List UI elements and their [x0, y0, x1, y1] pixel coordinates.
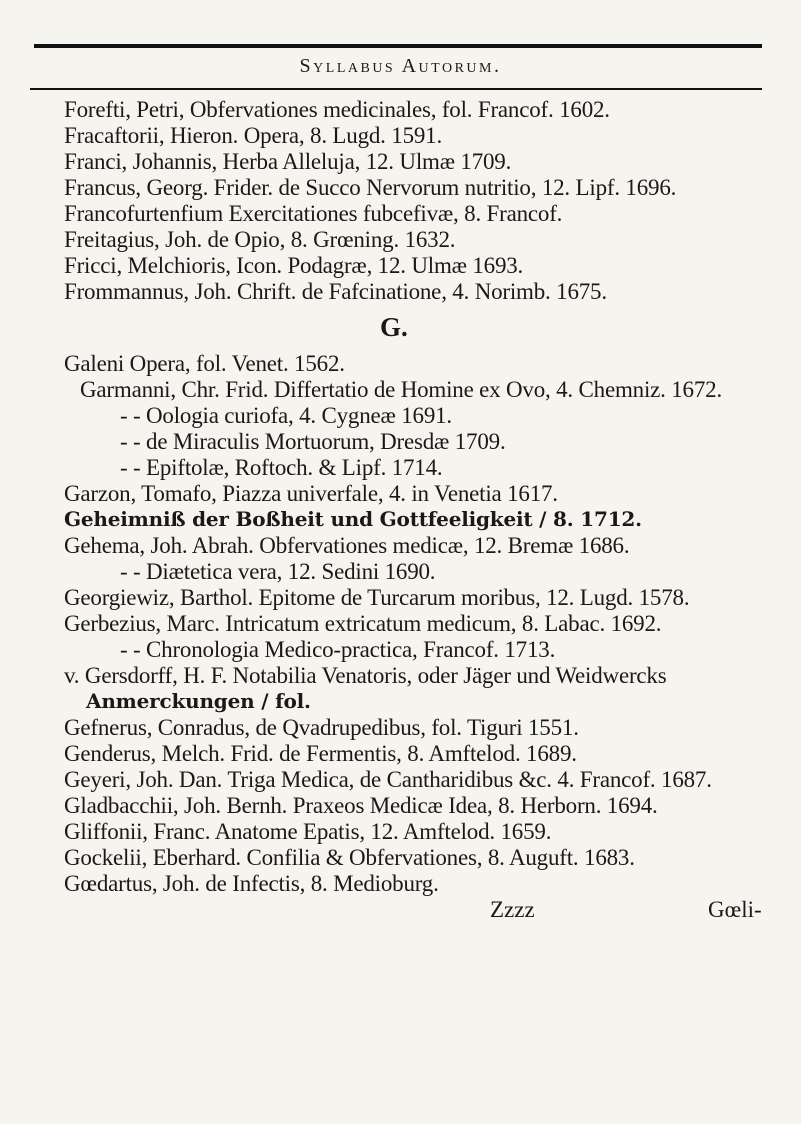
entry-line: - - Epiftolæ, Roftoch. & Lipf. 1714. [120, 455, 443, 480]
entry-line: - - Chronologia Medico-practica, Francof. 1713. [120, 637, 556, 662]
entry-line: - - de Miraculis Mortuorum, Dresdæ 1709. [120, 429, 506, 454]
catchword: Gœli- [708, 897, 762, 922]
running-header: Syllabus Autorum. [299, 55, 502, 77]
entry-line: Gehema, Joh. Abrah. Obfervationes medicæ, 12. Bremæ 1686. [64, 533, 630, 558]
section-heading-g: G. [380, 312, 408, 342]
entry-line: Francus, Georg. Frider. de Succo Nervorum nutritio, 12. Lipf. 1696. [64, 175, 677, 200]
entry-line: Gerbezius, Marc. Intricatum extricatum medicum, 8. Labac. 1692. [64, 611, 662, 636]
entry-line: Freitagius, Joh. de Opio, 8. Grœning. 1632. [64, 227, 456, 252]
entry-line: Forefti, Petri, Obfervationes medicinales, fol. Francof. 1602. [64, 97, 610, 122]
entry-line-fraktur: Geheimniß der Boßheit und Gottfeeligkeit / 8. 1712. [64, 507, 642, 531]
entry-line: - - Oologia curiofa, 4. Cygneæ 1691. [120, 403, 452, 428]
entry-line: Gœdartus, Joh. de Infectis, 8. Medioburg. [64, 871, 439, 896]
entry-line: Francofurtenfium Exercitationes fubcefivæ, 8. Francof. [64, 201, 563, 226]
entry-line: Fracaftorii, Hieron. Opera, 8. Lugd. 1591. [64, 123, 443, 148]
entry-line: Garzon, Tomafo, Piazza univerfale, 4. in Venetia 1617. [64, 481, 558, 506]
entry-line: Frommannus, Joh. Chrift. de Fafcinatione, 4. Norimb. 1675. [64, 279, 607, 304]
entry-line: Fricci, Melchioris, Icon. Podagræ, 12. Ulmæ 1693. [64, 253, 524, 278]
entry-line: Georgiewiz, Barthol. Epitome de Turcarum moribus, 12. Lugd. 1578. [64, 585, 690, 610]
entry-line: Genderus, Melch. Frid. de Fermentis, 8. Amftelod. 1689. [64, 741, 577, 766]
entry-line: Gladbacchii, Joh. Bernh. Praxeos Medicæ Idea, 8. Herborn. 1694. [64, 793, 658, 818]
entry-line: Gockelii, Eberhard. Confilia & Obfervationes, 8. Auguft. 1683. [64, 845, 635, 870]
signature-mark: Zzzz [490, 897, 535, 922]
entry-line-fraktur: Anmerckungen / fol. [86, 689, 311, 713]
entry-line: v. Gersdorff, H. F. Notabilia Venatoris, oder Jäger und Weidwercks [64, 663, 667, 688]
entry-line: Geyeri, Joh. Dan. Triga Medica, de Cantharidibus &c. 4. Francof. 1687. [64, 767, 712, 792]
header-rule-bottom [30, 88, 762, 90]
entry-line: Garmanni, Chr. Frid. Differtatio de Homine ex Ovo, 4. Chemniz. 1672. [80, 377, 723, 402]
entry-line: Franci, Johannis, Herba Alleluja, 12. Ulmæ 1709. [64, 149, 512, 174]
entry-line: Gefnerus, Conradus, de Qvadrupedibus, fol. Tiguri 1551. [64, 715, 579, 740]
entry-line: Gliffonii, Franc. Anatome Epatis, 12. Amftelod. 1659. [64, 819, 552, 844]
entry-line: - - Diætetica vera, 12. Sedini 1690. [120, 559, 436, 584]
entry-line: Galeni Opera, fol. Venet. 1562. [64, 351, 345, 376]
